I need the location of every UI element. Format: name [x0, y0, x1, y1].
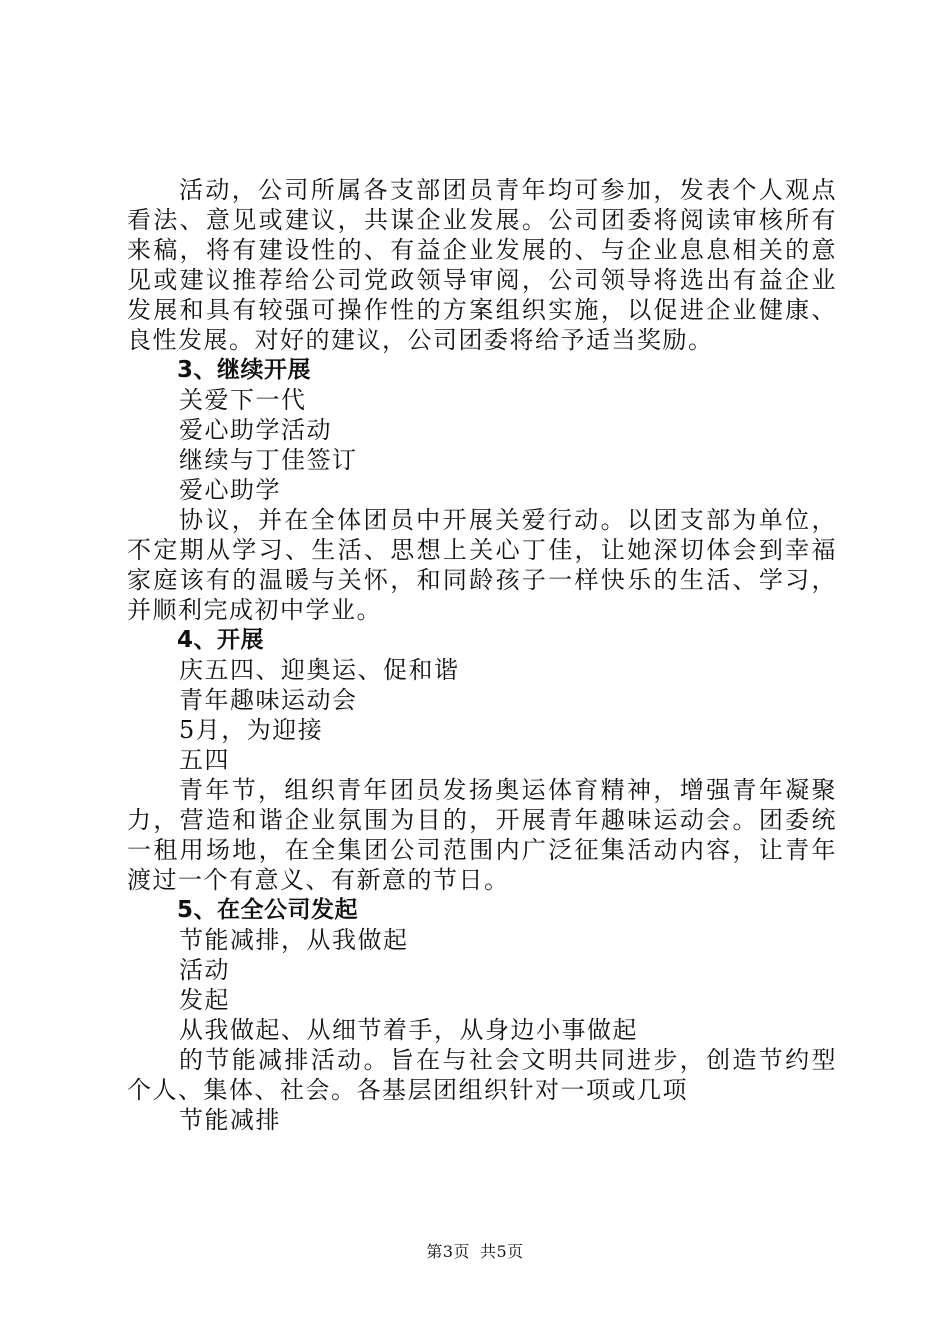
- section-4-line: 庆五四、迎奥运、促和谐: [179, 656, 460, 684]
- section-heading-3: 3、继续开展: [177, 357, 312, 383]
- section-4-line: 青年趣味运动会: [179, 686, 358, 714]
- paragraph-activity-intro: 活动，公司所属各支部团员青年均可参加，发表个人观点看法、意见或建议，共谋企业发展。公司团委将阅读审核所有来稿，将有建设性的、有益企业发展的、与企业息息相关的意见或建议推荐给公司党政领导审阅，公司领导将选出有益企业发展和具有较强可操作性的方案组织实施，以促进企业健康、良性发展。对好的建议，公司团委将给予适当奖励。: [127, 176, 837, 354]
- paragraph-section-3: 协议，并在全体团员中开展关爱行动。以团支部为单位，不定期从学习、生活、思想上关心丁佳，让她深切体会到幸福家庭该有的温暖与关怀，和同龄孩子一样快乐的生活、学习，并顺利完成初中学业。: [127, 506, 837, 624]
- page-total: 共5页: [480, 1242, 524, 1261]
- section-3-line: 关爱下一代: [179, 386, 307, 414]
- section-3-line: 爱心助学: [179, 476, 281, 504]
- document-body: [127, 175, 837, 1135]
- section-4-line: 5月，为迎接: [179, 716, 324, 744]
- section-heading-5: 5、在全公司发起: [177, 897, 359, 923]
- section-3-line: 继续与丁佳签订: [179, 446, 358, 474]
- section-5-line: 发起: [179, 986, 230, 1014]
- section-4-line: 五四: [179, 746, 230, 774]
- section-3-line: 爱心助学活动: [179, 416, 332, 444]
- section-5-line: 节能减排，从我做起: [179, 926, 409, 954]
- page-number: 第3页: [426, 1242, 470, 1261]
- page-footer: [0, 1242, 950, 1262]
- paragraph-section-4: 青年节，组织青年团员发扬奥运体育精神，增强青年凝聚力，营造和谐企业氛围为目的，开展青年趣味运动会。团委统一租用场地，在全集团公司范围内广泛征集活动内容，让青年渡过一个有意义、有新意的节日。: [127, 776, 837, 894]
- section-5-tail-line: 节能减排: [179, 1106, 281, 1134]
- section-5-line: 从我做起、从细节着手，从身边小事做起: [179, 1016, 638, 1044]
- section-heading-4: 4、开展: [177, 627, 265, 653]
- paragraph-section-5: 的节能减排活动。旨在与社会文明共同进步，创造节约型个人、集体、社会。各基层团组织针对一项或几项: [127, 1046, 837, 1104]
- section-5-line: 活动: [179, 956, 230, 984]
